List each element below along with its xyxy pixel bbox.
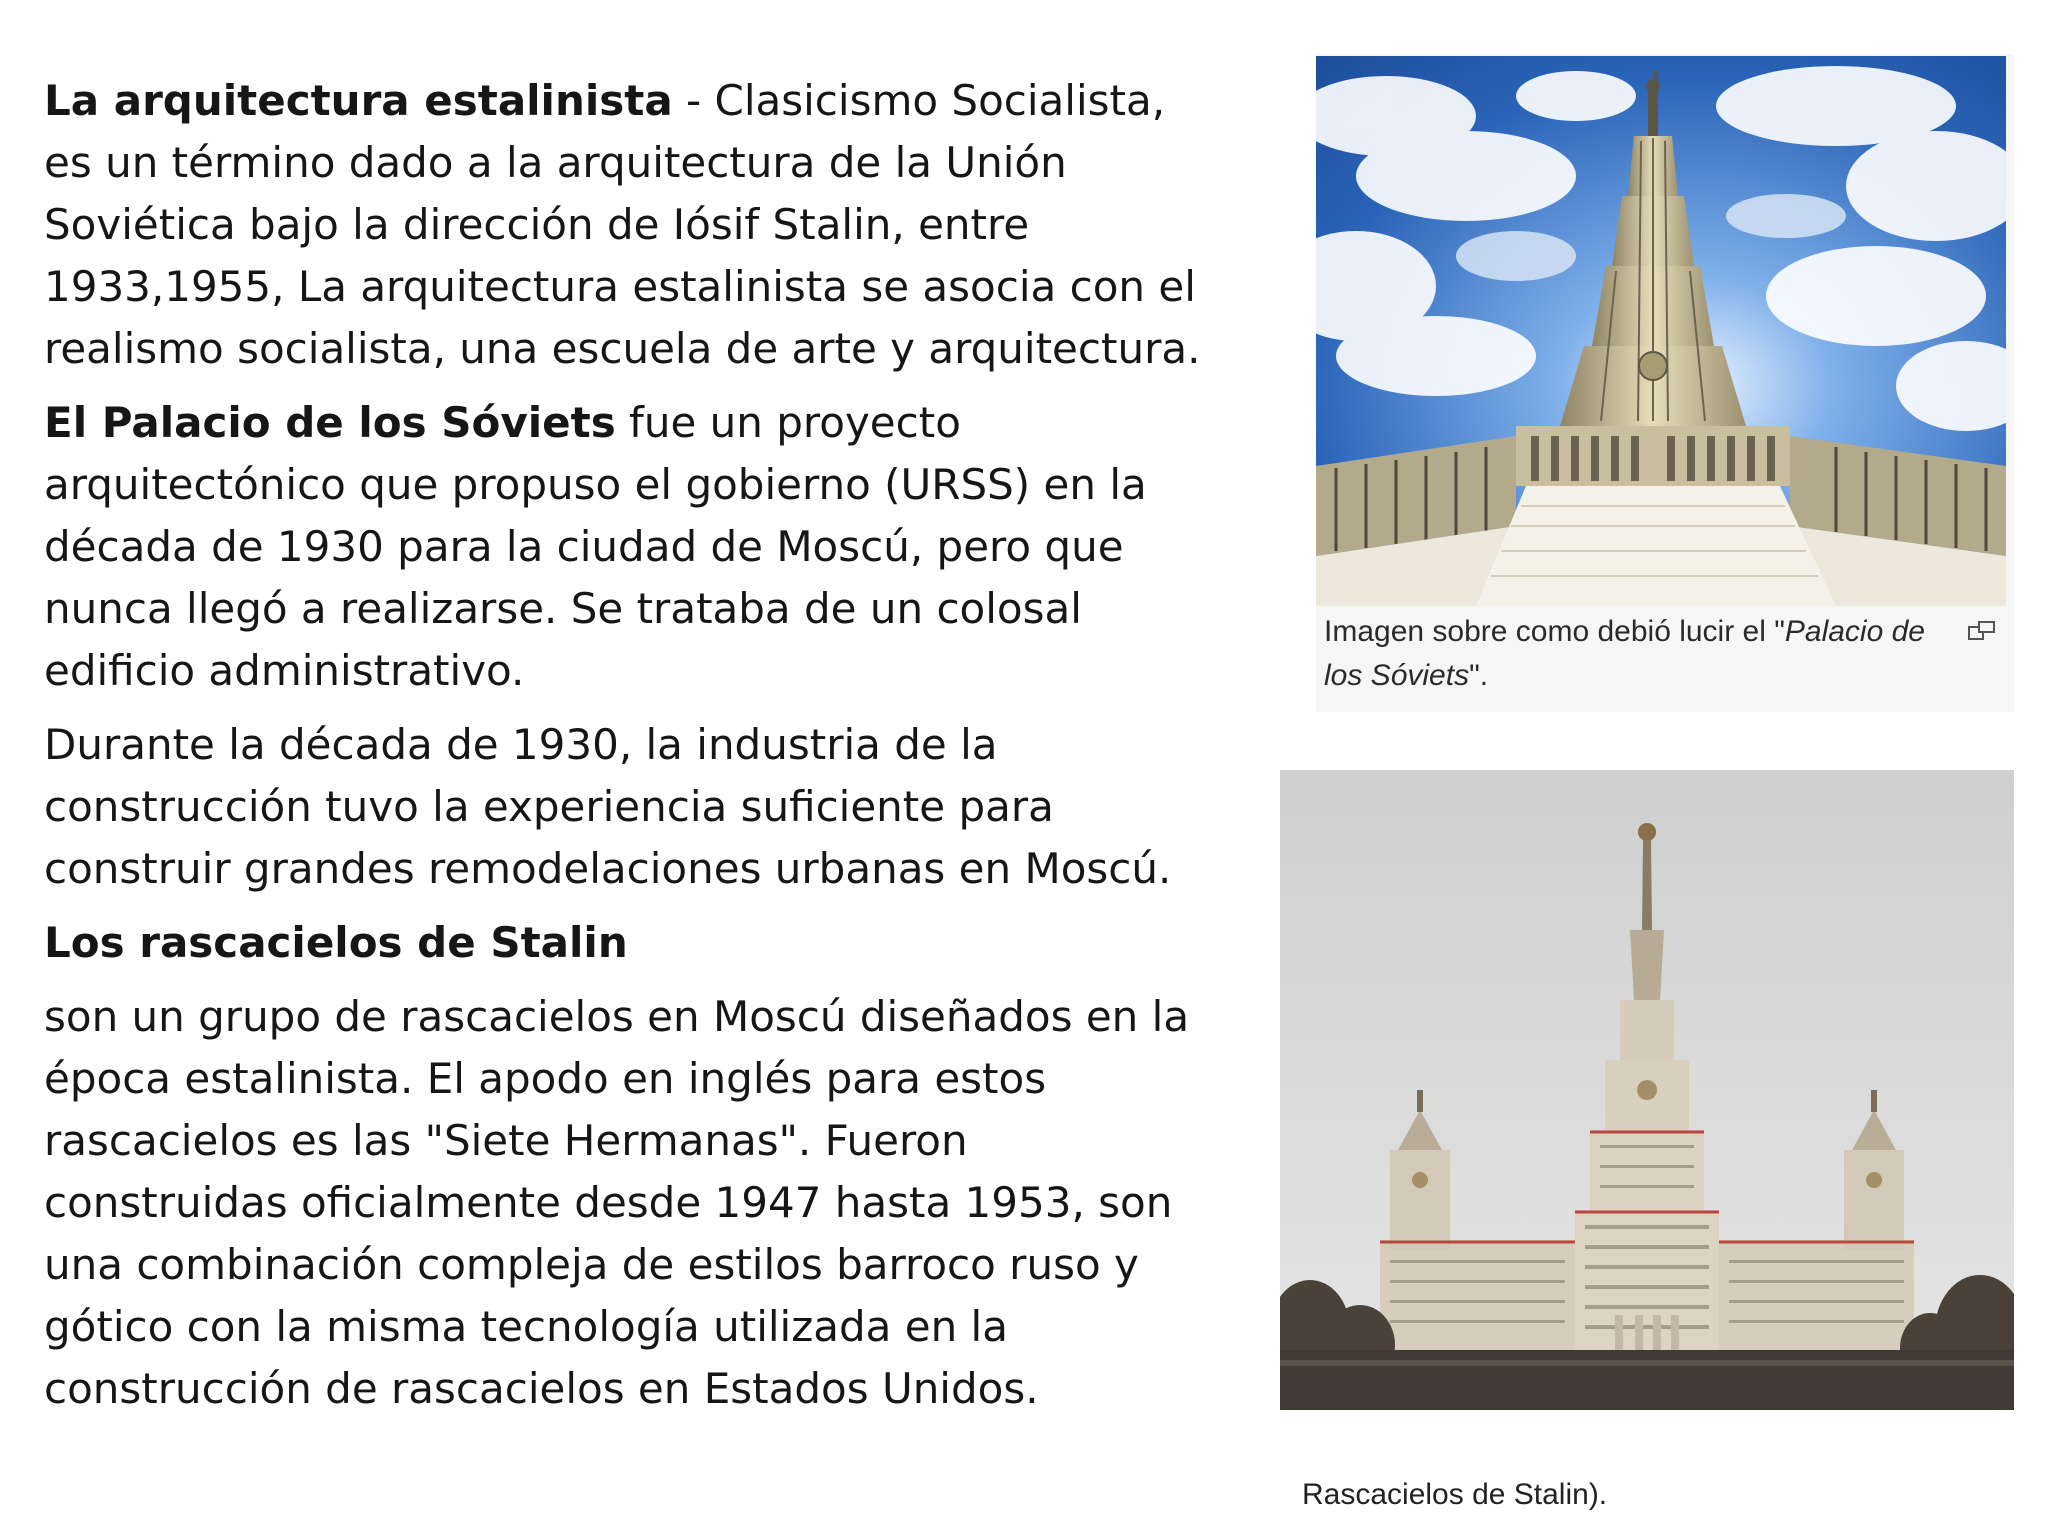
paragraph-palace-of-soviets (44, 392, 1224, 702)
term-stalinist-architecture: La arquitectura estalinista (44, 76, 673, 125)
term-palace-of-soviets: El Palacio de los Sóviets (44, 398, 616, 447)
expand-icon[interactable] (1968, 620, 1996, 642)
figure2-caption: Rascacielos de Stalin). (1302, 1478, 1608, 1511)
palace-of-soviets-image[interactable] (1316, 56, 2006, 606)
caption-italic-title: Palacio de los Sóviets (1324, 615, 1925, 692)
stalin-skyscraper-image[interactable] (1280, 770, 2014, 1410)
text-column (44, 70, 1224, 1432)
paragraph-text: fue un proyecto arquitectónico que propuso el gobierno (URSS) en la década de 1930 para la ciudad de Moscú, pero que nunca llegó a realizarse. Se trataba de un colosal edificio administrativo. (44, 398, 1147, 695)
paragraph-text: - Clasicismo Socialista, es un término dado a la arquitectura de la Unión Soviética bajo la dirección de Iósif Stalin, entre 1933,1955, La arquitectura estalinista se asocia con el realismo socialista, una escuela de arte y arquitectura. (44, 76, 1201, 373)
caption-text: Imagen sobre como debió lucir el " (1324, 615, 1785, 648)
paragraph-seven-sisters: son un grupo de rascacielos en Moscú diseñados en la época estalinista. El apodo en inglés para estos rascacielos es las "Siete Hermanas". Fueron construidas oficialmente desde 1947 hasta 1953, son una combinación compleja de estilos barroco ruso y gótico con la misma tecnología utilizada en la construcción de rascacielos en Estados Unidos. (44, 992, 1190, 1413)
heading-stalin-skyscrapers: Los rascacielos de Stalin (44, 918, 628, 967)
figure1-caption (1324, 610, 1964, 698)
figure-palace-of-soviets (1316, 54, 2014, 712)
paragraph-stalinist-architecture (44, 70, 1224, 380)
caption-text-end: ". (1469, 659, 1489, 692)
paragraph-construction-industry: Durante la década de 1930, la industria de la construcción tuvo la experiencia suficiente para construir grandes remodelaciones urbanas en Moscú. (44, 720, 1172, 893)
